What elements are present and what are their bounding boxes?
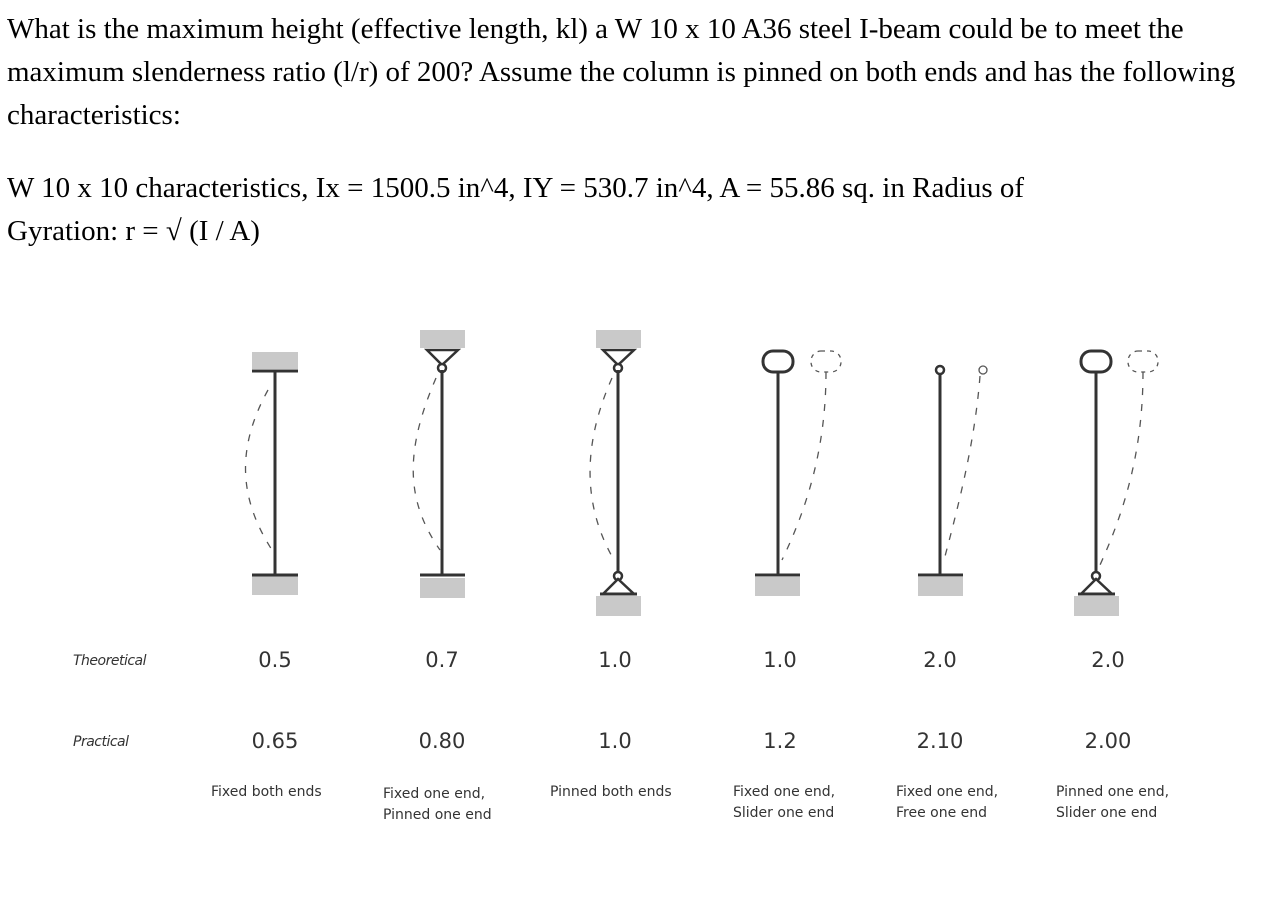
column-fixed-slider-icon — [755, 351, 841, 596]
column-fixed-free-icon — [918, 366, 987, 596]
effective-length-diagram — [0, 320, 1284, 620]
column-fixed-pinned-icon — [413, 330, 465, 598]
theoretical-value: 1.0 — [763, 648, 797, 672]
theoretical-value: 0.5 — [258, 648, 292, 672]
characteristics-line-1: W 10 x 10 characteristics, Ix = 1500.5 in^4, IY = 530.7 in^4, A = 55.86 sq. in Radius of — [7, 172, 1025, 204]
practical-value: 2.10 — [916, 729, 964, 753]
practical-value: 0.65 — [251, 729, 299, 753]
practical-value: 0.80 — [418, 729, 466, 753]
end-condition-label: Fixed one end, Pinned one end — [383, 786, 492, 823]
question-text: What is the maximum height (effective length, kl) a W 10 x 10 A36 steel I-beam could be to meet the maximum slenderness ratio (l/r) of 200? Assume the column is pinned on both ends and has the following characteristics: — [7, 13, 1236, 131]
practical-value: 1.0 — [598, 729, 632, 753]
practical-row-label: Practical — [73, 734, 129, 750]
theoretical-value: 2.0 — [1091, 648, 1125, 672]
end-condition-label: Pinned both ends — [550, 784, 672, 800]
theoretical-row-label: Theoretical — [73, 653, 147, 669]
theoretical-value: 2.0 — [923, 648, 957, 672]
column-fixed-both-ends-icon — [246, 352, 298, 595]
end-condition-label: Fixed both ends — [211, 784, 322, 800]
radius-of-gyration-formula: Gyration: r = √ (I / A) — [7, 215, 260, 247]
theoretical-value: 1.0 — [598, 648, 632, 672]
practical-value: 2.00 — [1084, 729, 1132, 753]
column-pinned-slider-icon — [1074, 351, 1158, 616]
practical-value: 1.2 — [763, 729, 797, 753]
end-condition-label: Pinned one end, Slider one end — [1056, 784, 1170, 821]
end-condition-label: Fixed one end, Free one end — [896, 784, 999, 821]
column-pinned-both-ends-icon — [590, 330, 641, 616]
end-condition-label: Fixed one end, Slider one end — [733, 784, 836, 821]
theoretical-value: 0.7 — [425, 648, 459, 672]
beam-characteristics — [7, 167, 1277, 253]
